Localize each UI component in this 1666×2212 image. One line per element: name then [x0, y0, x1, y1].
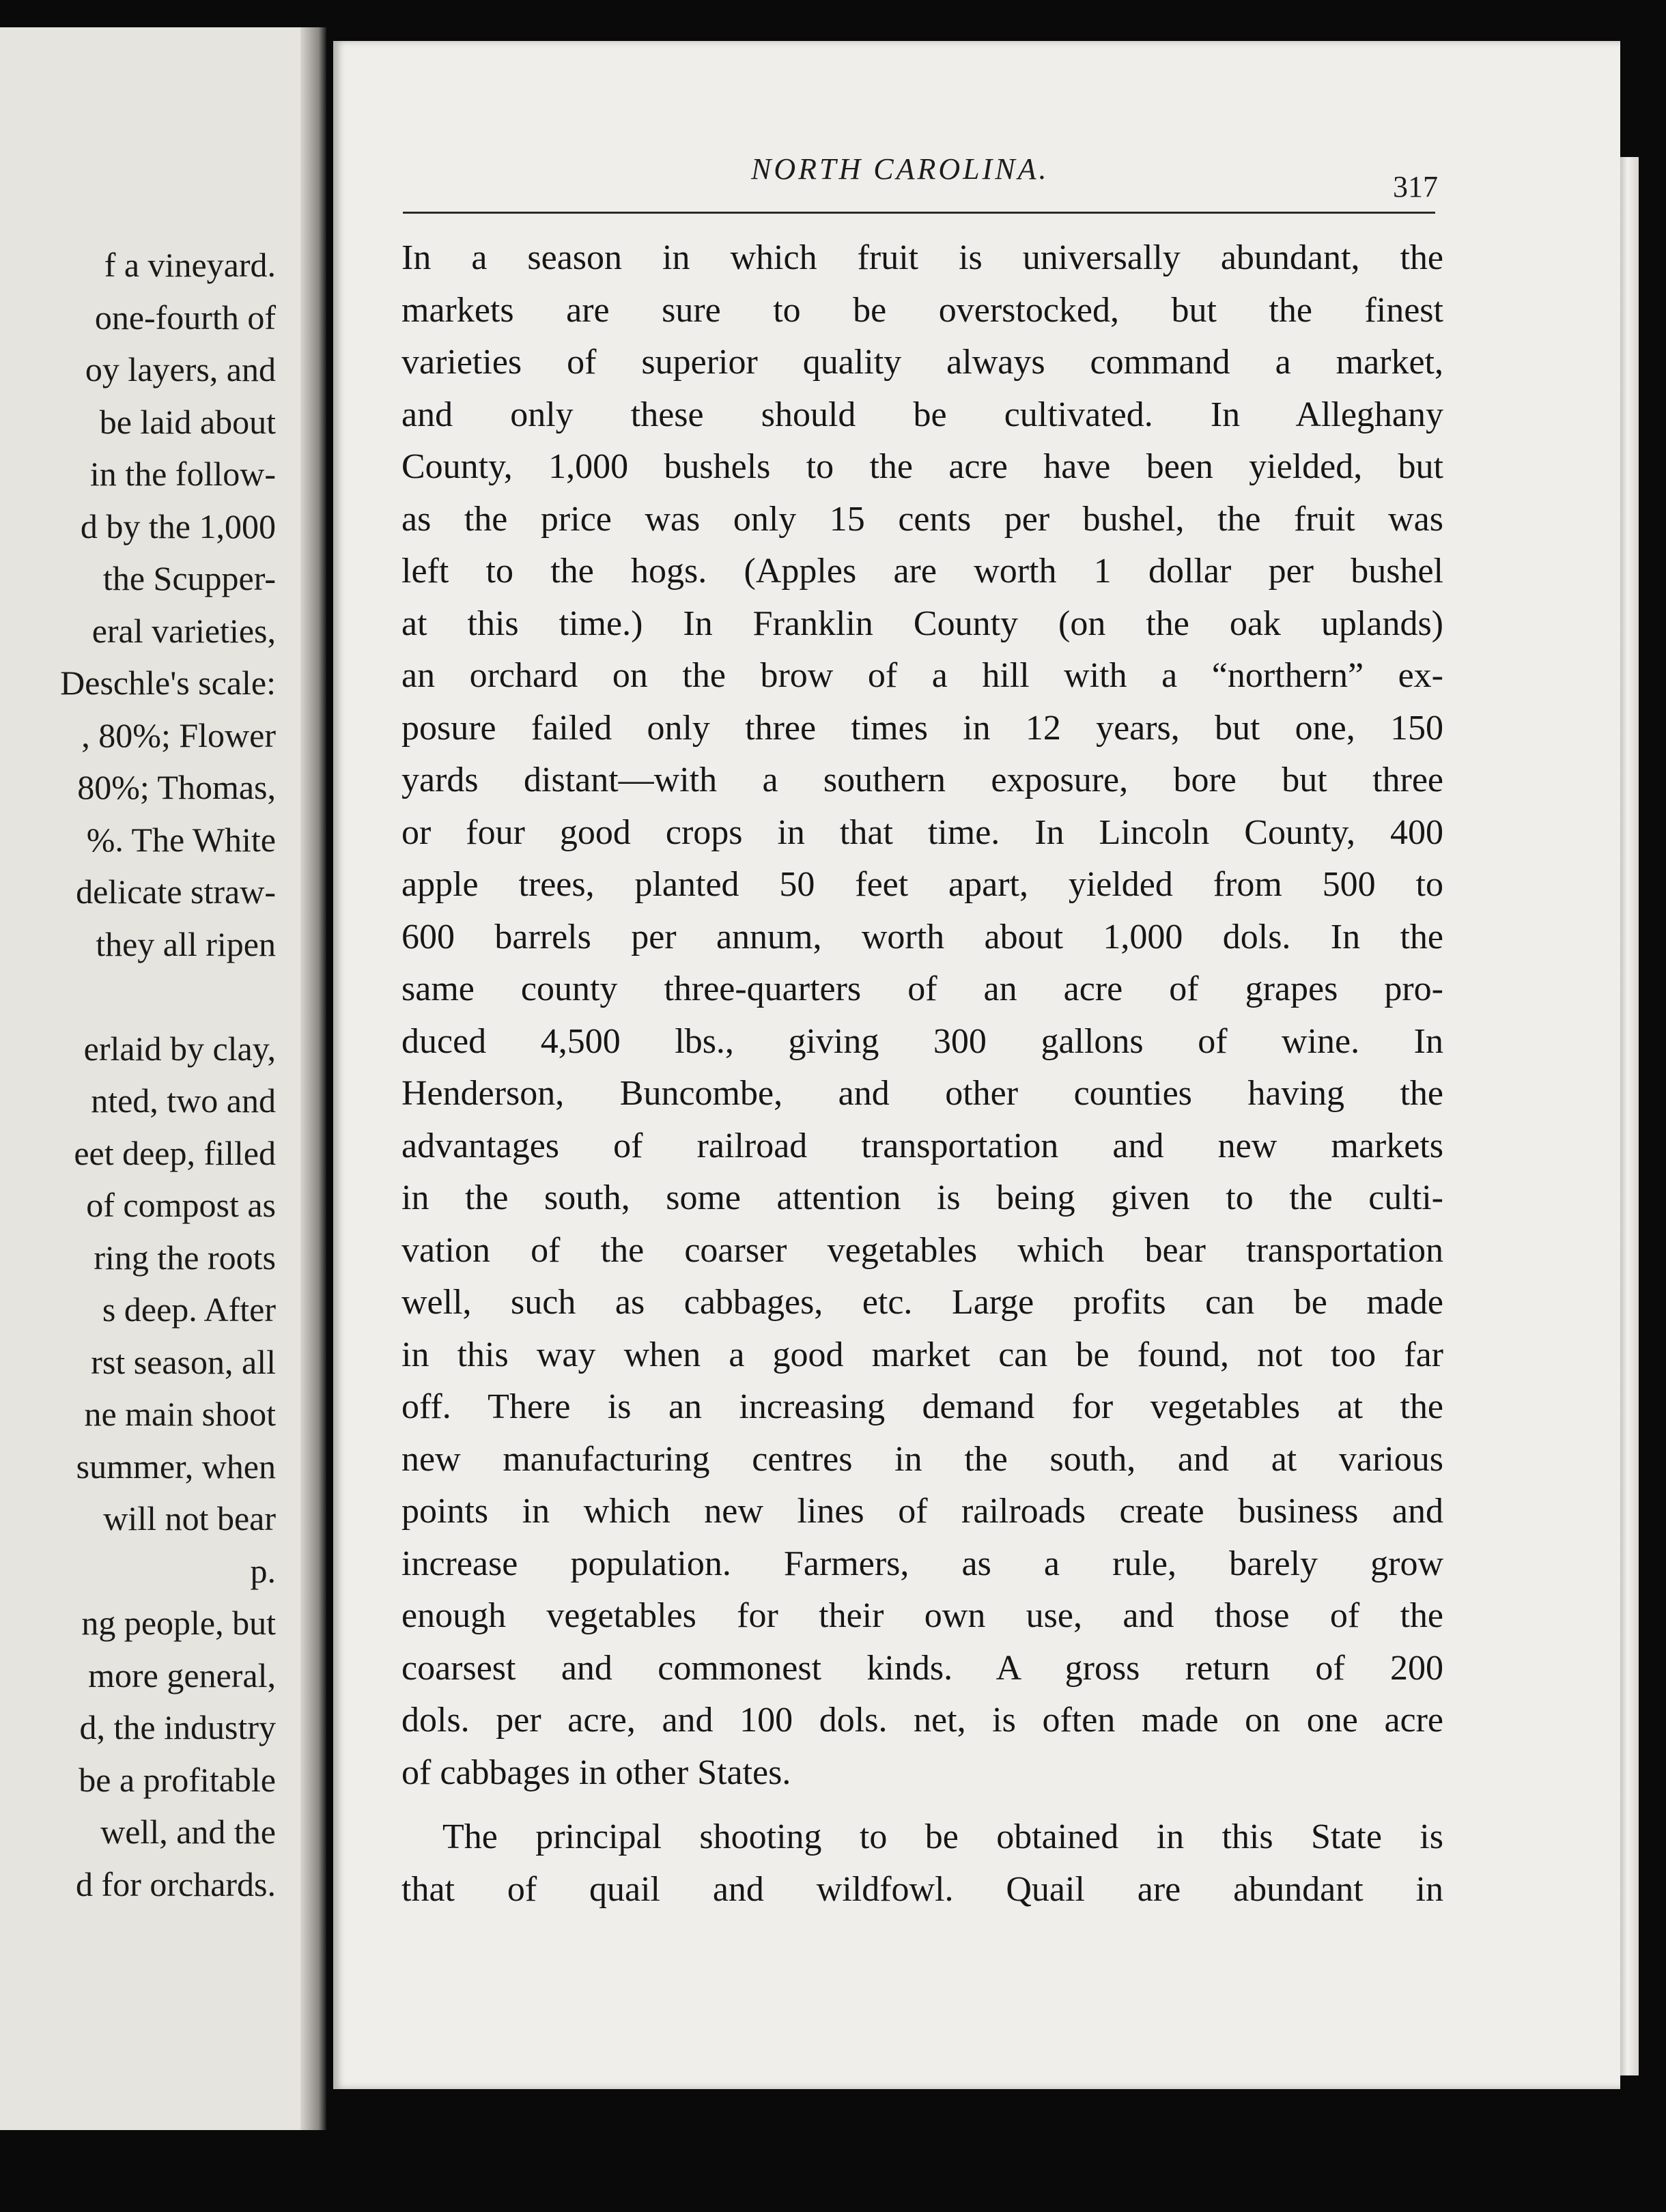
left-line: eet deep, filled	[74, 1133, 276, 1172]
body-line: advantages of railroad transportation and new markets	[401, 1126, 1443, 1165]
body-line: The principal shooting to be obtained in this State is	[442, 1817, 1443, 1856]
book-gutter	[300, 27, 326, 2130]
left-line: of compost as	[86, 1186, 276, 1224]
body-line: markets are sure to be overstocked, but the finest	[401, 290, 1443, 330]
body-line: well, such as cabbages, etc. Large profits can be made	[401, 1283, 1443, 1322]
left-line: d, the industry	[79, 1708, 276, 1746]
body-line: coarsest and commonest kinds. A gross return of 200	[401, 1648, 1443, 1688]
body-line: enough vegetables for their own use, and those of the	[401, 1596, 1443, 1635]
paragraph-end-line: of cabbages in other States.	[401, 1753, 791, 1792]
left-line: Deschle's scale:	[60, 664, 276, 702]
body-line: In a season in which fruit is universally abundant, the	[401, 238, 1443, 277]
page-edge	[1620, 157, 1639, 2075]
left-line: erlaid by clay,	[83, 1029, 276, 1068]
left-line: f a vineyard.	[104, 246, 276, 284]
left-line: be a profitable	[79, 1760, 276, 1799]
body-line: 600 barrels per annum, worth about 1,000 dols. In the	[401, 917, 1443, 956]
body-line: same county three-quarters of an acre of grapes pro-	[401, 969, 1443, 1008]
left-line: p.	[250, 1551, 276, 1590]
left-line: s deep. After	[102, 1290, 276, 1329]
body-line: vation of the coarser vegetables which bear transportation	[401, 1230, 1443, 1270]
header-rule	[403, 212, 1435, 214]
body-line: that of quail and wildfowl. Quail are abundant in	[401, 1869, 1443, 1909]
left-line: d by the 1,000	[80, 507, 276, 545]
body-line: as the price was only 15 cents per bushel, the fruit was	[401, 499, 1443, 539]
left-line: %. The White	[86, 820, 276, 859]
left-line: 80%; Thomas,	[77, 768, 276, 806]
left-line: they all ripen	[96, 924, 276, 963]
running-head: NORTH CAROLINA.	[751, 152, 1049, 186]
body-line: yards distant—with a southern exposure, bore but three	[401, 761, 1443, 799]
body-line: Henderson, Buncombe, and other counties having the	[401, 1074, 1443, 1113]
left-line: one-fourth of	[94, 298, 276, 337]
left-line: rst season, all	[91, 1342, 276, 1381]
left-line: delicate straw-	[76, 873, 276, 911]
left-line: d for orchards.	[76, 1864, 276, 1903]
body-line: points in which new lines of railroads create business and	[401, 1492, 1443, 1531]
left-line: in the follow-	[89, 455, 276, 493]
left-line: summer, when	[76, 1447, 276, 1486]
left-line: nted, two and	[91, 1081, 276, 1120]
left-line-gap	[60, 970, 276, 1023]
page-number: 317	[1393, 170, 1438, 203]
left-line: oy layers, and	[85, 350, 276, 388]
left-line: , 80%; Flower	[81, 715, 276, 754]
body-line: increase population. Farmers, as a rule, barely grow	[401, 1544, 1443, 1583]
body-line: County, 1,000 bushels to the acre have been yielded, but	[401, 447, 1443, 486]
left-line: will not bear	[103, 1499, 276, 1537]
left-page-text	[60, 239, 276, 1910]
body-line: or four good crops in that time. In Lincoln County, 400	[401, 812, 1443, 852]
body-line: and only these should be cultivated. In Alleghany	[401, 395, 1443, 434]
body-text	[401, 232, 1443, 1916]
body-line: varieties of superior quality always command a market,	[401, 343, 1443, 382]
left-line: ne main shoot	[84, 1395, 276, 1433]
body-line: in the south, some attention is being given to the culti-	[401, 1178, 1443, 1217]
left-line: more general,	[88, 1656, 276, 1695]
left-line: ring the roots	[94, 1238, 276, 1277]
body-line: apple trees, planted 50 feet apart, yielded from 500 to	[401, 865, 1443, 904]
left-line: be laid about	[99, 402, 276, 441]
body-line: off. There is an increasing demand for vegetables at the	[401, 1387, 1443, 1426]
left-line: ng people, but	[81, 1604, 276, 1642]
body-line: duced 4,500 lbs., giving 300 gallons of wine. In	[401, 1021, 1443, 1061]
body-line: an orchard on the brow of a hill with a “northern” ex-	[401, 656, 1443, 695]
left-line: well, and the	[100, 1813, 276, 1851]
left-page	[0, 27, 315, 2130]
body-line: posure failed only three times in 12 years, but one, 150	[401, 708, 1443, 748]
body-line: dols. per acre, and 100 dols. net, is often made on one acre	[401, 1701, 1443, 1740]
body-line: left to the hogs. (Apples are worth 1 dollar per bushel	[401, 552, 1443, 591]
body-line: new manufacturing centres in the south, and at various	[401, 1439, 1443, 1479]
body-line: in this way when a good market can be found, not too far	[401, 1335, 1443, 1374]
left-line: the Scupper-	[102, 559, 276, 597]
body-line: at this time.) In Franklin County (on the oak uplands)	[401, 604, 1443, 643]
left-line: eral varieties,	[91, 611, 276, 650]
